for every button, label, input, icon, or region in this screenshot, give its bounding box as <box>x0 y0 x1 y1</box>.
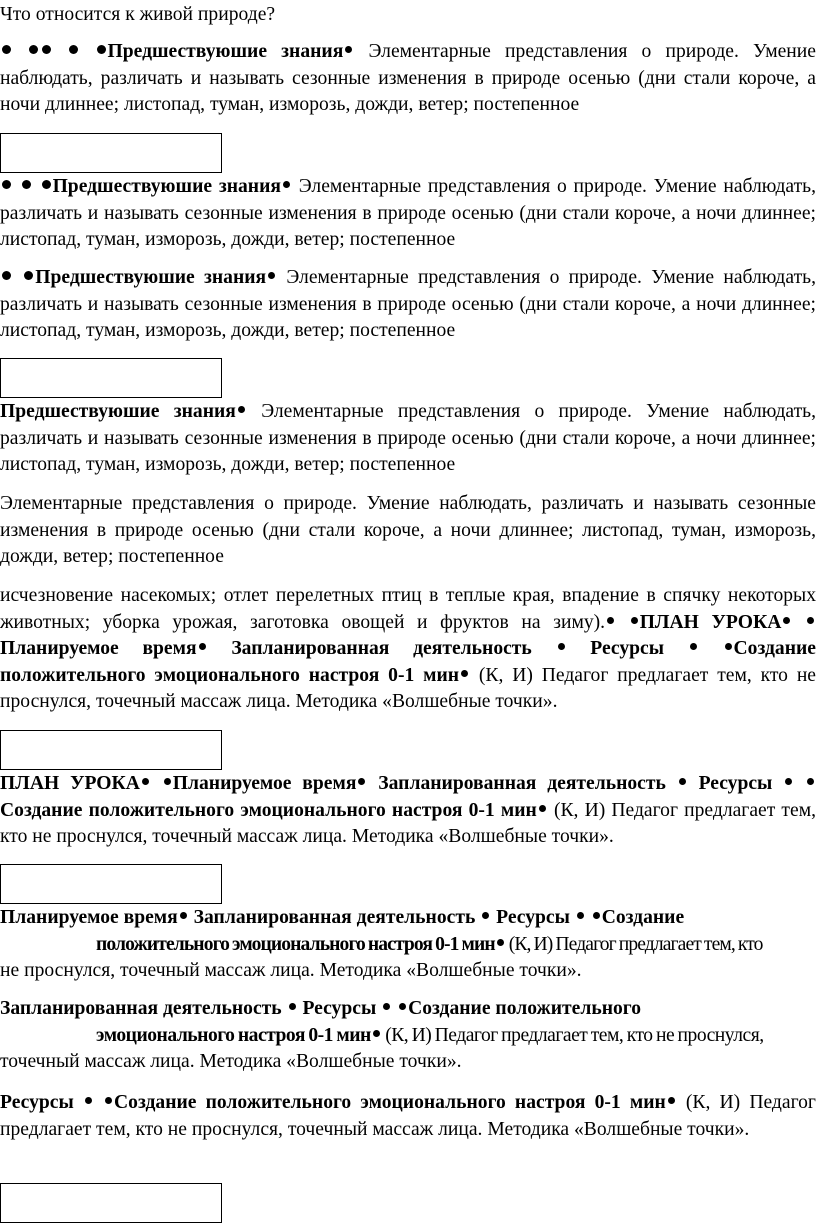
creation-label: Создание <box>408 998 491 1019</box>
activity-label: Запланированная деятельность <box>193 907 476 928</box>
bullet-icon <box>399 1003 406 1010</box>
lead-text: Предшествуюшие знания <box>107 41 344 62</box>
paragraph-3 <box>0 265 816 345</box>
bullet-icon <box>807 778 814 785</box>
page-title: Что относится к живой природе? <box>0 4 276 25</box>
bullet-icon <box>268 272 275 279</box>
bullet-icon <box>42 45 51 54</box>
plan-heading: ПЛАН УРОКА <box>639 611 782 633</box>
bullet-icon <box>97 45 106 54</box>
description-text: Элементарные представления о природе. Умение наблюдать, различать и называть сезонные изменения в природе осенью (дни стали короче, а ночи длиннее; листопад, туман, изморозь, дожди, ветер; постепенное <box>0 401 816 475</box>
bullet-icon <box>69 45 78 54</box>
bullet-icon <box>783 617 790 624</box>
paragraph-5: Элементарные представления о природе. Умение наблюдать, различать и называть сезонные изменения в природе осенью (дни стали короче, а ночи длиннее; листопад, туман, изморозь, дожди, ветер; постепенное <box>0 493 816 567</box>
bullet-icon <box>725 643 732 650</box>
bullet-icon <box>373 1030 380 1037</box>
paragraph-9 <box>0 996 816 1076</box>
creation-label-cont: положительного эмоционального настроя 0-1 мин <box>96 933 495 955</box>
bullet-icon <box>577 912 584 919</box>
planned-time-label: Планируемое время <box>0 907 178 928</box>
teacher-text: (К, И) Педагог предлагает тем, кто <box>508 933 763 955</box>
bullet-icon <box>345 46 352 53</box>
resources-label: Ресурсы <box>0 1092 74 1113</box>
empty-box <box>0 1183 222 1223</box>
plan-heading: ПЛАН УРОКА <box>0 773 140 794</box>
bullet-icon <box>607 617 614 624</box>
bullet-icon <box>164 778 171 785</box>
teacher-text: (К, И) <box>685 1092 741 1113</box>
empty-box <box>0 864 222 904</box>
empty-box <box>0 133 222 173</box>
resources-label: Ресурсы <box>496 907 570 928</box>
paragraph-4 <box>0 399 816 479</box>
bullet-icon <box>22 180 31 189</box>
creation-label: Создание положительного эмоционального настроя 0-1 мин <box>0 799 537 821</box>
description-text: Элементарные представления о природе. Умение наблюдать, различать и называть сезонные изменения в природе осенью (дни стали короче, а ночи длиннее; листопад, туман, изморозь, дожди, ветер; постепенное <box>0 267 816 341</box>
empty-box <box>0 358 222 398</box>
teacher-text-cont: Педагог предлагает тем, кто не проснулся, точечный массаж лица. Методика «Волшебные точки». <box>0 1092 816 1140</box>
bullet-icon <box>482 912 489 919</box>
bullet-icon <box>42 180 51 189</box>
bullet-icon <box>105 1097 112 1104</box>
teacher-text: (К, И) Педагог предлагает тем, кто не проснулся, <box>385 1024 764 1046</box>
resources-label: Ресурсы <box>698 773 773 794</box>
creation-label-cont: положительного <box>495 998 642 1019</box>
description-text: Элементарные представления о природе. Умение наблюдать, различать и называть сезонные изменения в природе осенью (дни стали короче, а ночи длиннее; листопад, туман, изморозь, дожди, ветер; постепенное <box>0 176 816 250</box>
bullet-icon <box>24 271 33 280</box>
bullet-icon <box>180 912 187 919</box>
paragraph-1 <box>0 39 816 119</box>
teacher-text-cont: не проснулся, точечный массаж лица. Методика «Волшебные точки». <box>0 960 582 981</box>
lead-text: Предшествуюшие знания <box>35 267 267 288</box>
creation-label: Создание положительного эмоционального настроя 0-1 мин <box>0 638 816 686</box>
bullet-icon <box>2 271 11 280</box>
resources-label: Ресурсы <box>590 638 665 659</box>
teacher-text-cont: точечный массаж лица. Методика «Волшебные точки». <box>0 1051 462 1072</box>
bullet-icon <box>289 1003 296 1010</box>
bullet-icon <box>358 778 365 785</box>
paragraph-2 <box>0 174 816 254</box>
bullet-icon <box>690 643 697 650</box>
bullet-icon <box>283 181 290 188</box>
resources-label: Ресурсы <box>302 998 377 1019</box>
activity-label: Запланированная деятельность <box>378 773 666 794</box>
activity-label: Запланированная деятельность <box>0 998 282 1019</box>
teacher-text: (К, И) Педагог предлагает тем, кто не проснулся, точечный массаж лица. Методика «Волшебные точки». <box>0 799 816 847</box>
lead-text: Предшествуюшие знания <box>52 176 281 197</box>
teacher-text: (К, И) Педагог предлагает тем, кто не проснулся, точечный массаж лица. Методика «Волшебные точки». <box>0 664 816 712</box>
bullet-icon <box>383 1003 390 1010</box>
paragraph-7 <box>0 771 816 851</box>
bullet-icon <box>668 1097 675 1104</box>
paragraph-10 <box>0 1090 816 1143</box>
bullet-icon <box>539 805 546 812</box>
planned-time-label: Планируемое время <box>0 638 197 659</box>
bullet-icon <box>785 778 792 785</box>
creation-label: Создание положительного эмоционального настроя 0-1 мин <box>114 1092 666 1113</box>
bullet-icon <box>85 1097 92 1104</box>
paragraph-8 <box>0 905 816 985</box>
creation-label: Создание <box>601 907 685 928</box>
bullet-icon <box>142 778 149 785</box>
bullet-icon <box>807 617 814 624</box>
bullet-icon <box>631 617 638 624</box>
bullet-icon <box>199 643 206 650</box>
planned-time-label: Планируемое время <box>172 773 357 794</box>
bullet-icon <box>238 406 245 413</box>
bullet-icon <box>558 643 565 650</box>
continuation-text: исчезновение насекомых; отлет перелетных птиц в теплые края, впадение в спячку некоторых животных; уборка урожая, заготовка овощей и фруктов на зиму). <box>0 585 816 633</box>
bullet-icon <box>2 180 11 189</box>
description-text: Элементарные представления о природе. Умение наблюдать, различать и называть сезонные изменения в природе осенью (дни стали короче, а ночи длиннее; листопад, туман, изморозь, дожди, ветер; постепенное <box>0 41 816 115</box>
bullet-icon <box>461 670 468 677</box>
bullet-icon <box>2 45 11 54</box>
bullet-icon <box>679 778 686 785</box>
paragraph-6 <box>0 583 816 716</box>
bullet-icon <box>497 939 504 946</box>
bullet-icon <box>593 912 600 919</box>
lead-text: Предшествуюшие знания <box>0 401 236 422</box>
creation-label-cont: эмоционального настроя 0-1 мин <box>96 1024 371 1046</box>
empty-box <box>0 730 222 770</box>
activity-label: Запланированная деятельность <box>231 638 532 659</box>
bullet-icon <box>29 45 38 54</box>
